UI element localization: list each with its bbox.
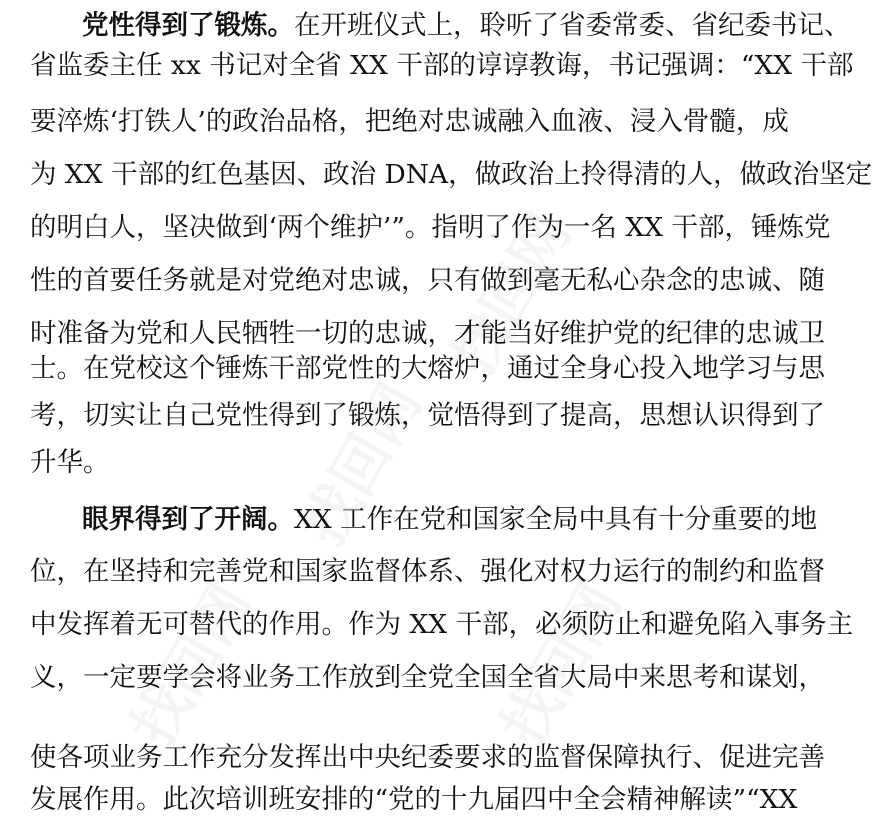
text-line: 士。在党校这个锤炼干部党性的大熔炉，通过全身心投入地学习与思 [30,353,825,384]
text-line: 发展作用。此次培训班安排的“党的十九届四中全会精神解读”“XX [30,784,798,815]
watermark: 找回网 [488,572,635,757]
text-line: 的明白人，坚决做到‘两个维护’”。指明了作为一名 XX 干部，锤炼党 [30,212,831,243]
paragraph-1-line-1 [82,6,851,46]
text-line: 义，一定要学会将业务工作放到全党全国全省大局中来思考和谋划， [30,662,825,693]
text-line: 省监委主任 xx 书记对全省 XX 干部的谆谆教诲，书记强调：“XX 干部 [30,50,854,81]
paragraph-1-first-text: 在开班仪式上，聆听了省委常委、省纪委书记、 [294,10,851,41]
paragraph-2-first-text: XX 工作在党和国家全局中具有十分重要的地 [294,504,818,535]
watermark: 找回网 [118,572,265,757]
paragraph-2-line-1 [82,500,818,540]
text-line: 时准备为党和人民牺牲一切的忠诚，才能当好维护党的纪律的忠诚卫 [30,318,825,349]
paragraph-2-heading: 眼界得到了开阔。 [82,504,294,535]
text-line: 位，在坚持和完善党和国家监督体系、强化对权力运行的制约和监督 [30,556,825,587]
text-line: 性的首要任务就是对党绝对忠诚，只有做到毫无私心杂念的忠诚、随 [30,265,825,296]
paragraph-1-heading: 党性得到了锻炼。 [82,10,294,41]
text-line: 为 XX 干部的红色基因、政治 DNA，做政治上拎得清的人，做政治坚定 [30,159,872,190]
text-line: 考，切实让自己党性得到了锻炼，觉悟得到了提高，思想认识得到了 [30,400,825,431]
text-line: 要淬炼‘打铁人’的政治品格，把绝对忠诚融入血液、浸入骨髓，成 [30,106,789,137]
text-line: 使各项业务工作充分发挥出中央纪委要求的监督保障执行、促进完善 [30,742,825,773]
watermark: 找回网 [288,372,435,557]
watermark: 找回网 [438,202,585,387]
text-line: 中发挥着无可替代的作用。作为 XX 干部，必须防止和避免陷入事务主 [30,609,854,640]
text-line: 升华。 [30,447,110,478]
